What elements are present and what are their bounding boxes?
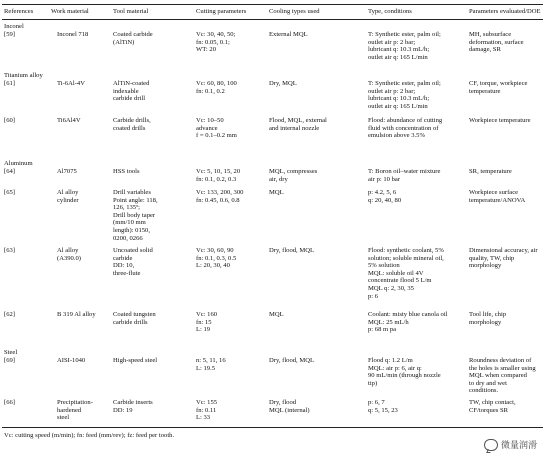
table-cell-type: q: 5, 15, 23 (368, 406, 398, 414)
table-cell-params: morphology (469, 262, 502, 270)
table-cell-tool: HSS tools (113, 168, 140, 175)
table-cell-tool: length): 0150, (113, 227, 150, 234)
table-cell-cut: Vc: 30, 40, 50; (196, 31, 236, 38)
table-cell-cut: f = 0.1–0.2 mm (196, 132, 237, 140)
table-cell-params: Roundness deviation of (469, 357, 532, 364)
table-cell-mat: Inconel 718 (57, 31, 89, 38)
table-cell-cool: MQL (269, 311, 284, 318)
table-cell-params: MH, subsurface (469, 31, 512, 38)
table-cell-tool: 0200, 0266 (113, 234, 143, 242)
table-cell-type: MQL: soluble oil 4V (368, 269, 424, 277)
column-header: Cutting parameters (196, 8, 247, 15)
table-cell-params: to dry and wet (469, 379, 507, 387)
table-cell-cut: Vc: 10–50 (196, 117, 224, 124)
table-cell-mat: AISI-1040 (57, 357, 86, 364)
table-cell-params: Dimensional accuracy, air (469, 247, 538, 254)
table-cell-type: T: Synthetic ester, palm oil; (368, 80, 441, 87)
table-cell-type: Flood: abundance of cutting (368, 117, 443, 124)
column-header: Cooling types used (269, 8, 320, 15)
table-cell-cool: Dry, MQL (269, 80, 297, 87)
table-cell-type: p: 6 (368, 292, 379, 300)
table-cell-cut: fn: 0.1, 0.3, 0.5 (196, 254, 237, 262)
table-cell-cut: fn: 0.11 (196, 406, 217, 414)
table-cell-params: Workpiece temperature (469, 117, 531, 124)
header-rule (2, 19, 543, 20)
table-cell-cut: fn: 15 (196, 318, 212, 326)
table-cell-cool: and internal nozzle (269, 124, 320, 132)
table-cell-type: emulsion above 3.5% (368, 132, 425, 140)
table-cell-cut: Vc: 155 (196, 399, 218, 406)
reference-cell: [66] (4, 399, 15, 406)
table-cell-tool: indexable (113, 87, 139, 95)
table-cell-cool: MQL, compresses (269, 168, 318, 175)
table-cell-mat: hardened (57, 406, 82, 414)
table-cell-mat: B 319 Al alloy (57, 311, 96, 318)
reference-cell: [64] (4, 168, 15, 175)
table-cell-mat: Precipitation- (57, 399, 93, 406)
table-cell-params: temperature/ANOVA (469, 196, 526, 204)
table-cell-type: p: 6, 7 (368, 399, 385, 406)
table-cell-type: outlet air q: 165 L/min (368, 53, 428, 61)
table-cell-cut: L: 19 (196, 326, 211, 334)
reference-cell: [69] (4, 357, 15, 364)
table-cell-tool: carbide drill (113, 95, 146, 103)
table-cell-cut: Vc: 5, 10, 15, 20 (196, 168, 241, 175)
group-heading: Titanium alloy (4, 72, 43, 79)
table-cell-tool: Uncoated solid (113, 247, 153, 254)
table-cell-cut: L: 33 (196, 414, 211, 422)
table-cell-mat: Al alloy (57, 189, 79, 196)
table-cell-tool: Drill variables (113, 189, 151, 196)
table-cell-mat: (A390.0) (57, 254, 81, 262)
table-cell-type: MQL: air p: 6, air q: (368, 364, 422, 372)
table-cell-cool: MQL (269, 189, 284, 196)
table-cell-params: SR, temperature (469, 168, 512, 175)
group-heading: Steel (4, 349, 18, 356)
reference-cell: [59] (4, 31, 15, 38)
table-cell-cut: Vc: 60, 80, 100 (196, 80, 237, 87)
table-cell-type: Flood q: 1.2 L/m (368, 357, 413, 364)
table-cell-params: quality, TW, chip (469, 254, 515, 262)
table-cell-params: CF, torque, workpiece (469, 80, 528, 87)
table-cell-mat: cylinder (57, 196, 79, 204)
table-cell-tool: Carbide drills, (113, 117, 151, 124)
table-footnote: Vc: cutting speed (m/min); fn: feed (mm/rev); fz: feed per tooth. (4, 432, 175, 439)
table-cell-params: deformation, surface (469, 38, 524, 46)
table-cell-tool: (AlTiN) (113, 38, 135, 46)
table-cell-mat: steel (57, 414, 70, 422)
table-cell-tool: carbide drills (113, 318, 148, 326)
watermark-text: 微量润滑 (500, 441, 537, 451)
table-cell-tool: Coated tungsten (113, 311, 156, 318)
table-cell-cool: Dry, flood, MQL (269, 357, 314, 364)
table-cell-tool: Drill body taper (113, 211, 156, 219)
table-cell-cut: n: 5, 11, 16 (196, 357, 226, 364)
table-cell-mat: Ti6Al4V (57, 117, 81, 124)
table-cell-mat: Al alloy (57, 247, 79, 254)
table-cell-type: outlet air q: 165 L/min (368, 102, 428, 110)
table-cell-type: 5% solution (368, 262, 400, 270)
table-cell-cut: fn: 0.05, 0.1; (196, 38, 230, 46)
table-cell-cut: Vc: 133, 200, 300 (196, 189, 244, 196)
table-cell-params: conditions. (469, 387, 499, 395)
table-cell-type: Coolant: misty blue canola oil (368, 311, 448, 318)
table-cell-tool: 126, 135º; (113, 204, 140, 212)
table-cell-type: air p: 10 bar (368, 175, 401, 183)
reference-cell: [61] (4, 80, 15, 87)
table-cell-tool: Coated carbide (113, 31, 153, 38)
group-heading: Aluminum (4, 160, 33, 167)
table-cell-tool: Point angle: 118, (113, 196, 158, 204)
table-cell-type: T: Boron oil–water mixture (368, 168, 441, 175)
table-cell-type: lubricant q: 10.3 mL/h; (368, 46, 430, 54)
table-cell-tool: AlTiN-coated (113, 80, 150, 87)
table-cell-cut: Vc: 30, 60, 90 (196, 247, 234, 254)
reference-cell: [60] (4, 117, 15, 124)
table-cell-cool: air, dry (269, 175, 288, 183)
table-cell-params: damage, SR (469, 46, 501, 54)
table-cell-tool: three-flute (113, 269, 141, 277)
column-header: Tool material (113, 8, 149, 15)
table-cell-cut: fn: 0.1, 0.2 (196, 87, 225, 95)
table-cell-params: MQL when compared (469, 372, 527, 380)
table-cell-type: outlet air p: 2 bar; (368, 87, 416, 95)
table-cell-type: p: 4.2, 5, 6 (368, 189, 397, 196)
table-cell-params: TW, chip contact, (469, 399, 516, 406)
table-cell-tool: coated drills (113, 124, 146, 132)
table-cell-mat: Al7075 (57, 168, 77, 175)
table-cell-mat: Ti-6Al-4V (57, 80, 85, 87)
table-cell-type: q: 20, 40, 80 (368, 196, 402, 204)
table-cell-cut: WT: 20 (196, 46, 216, 54)
table-cell-cut: advance (196, 124, 218, 132)
table-cell-params: morphology (469, 318, 502, 326)
table-cell-type: 90 mL/min (through nozzle (368, 372, 441, 380)
reference-cell: [65] (4, 189, 15, 196)
table-cell-cut: L: 19.5 (196, 364, 216, 372)
table-cell-type: tip) (368, 379, 378, 387)
reference-cell: [63] (4, 247, 15, 254)
table-cell-tool: carbide (113, 254, 133, 262)
column-header: References (4, 8, 34, 15)
table-cell-type: MQL: 25 mL/h (368, 318, 409, 326)
table-top-rule (2, 4, 543, 5)
column-header: Type, conditions (368, 8, 412, 15)
reference-cell: [62] (4, 311, 15, 318)
table-cell-cool: MQL (internal) (269, 406, 310, 414)
table-cell-tool: (mm/10 mm (113, 219, 146, 227)
table-cell-cool: External MQL (269, 31, 308, 38)
table-cell-params: Tool life, chip (469, 311, 507, 318)
table-cell-cut: Vc: 160 (196, 311, 218, 318)
table-cell-cool: Flood, MQL, external (269, 117, 327, 124)
table-cell-cool: Dry, flood (269, 399, 297, 406)
table-cell-type: fluid with concentration of (368, 124, 439, 132)
group-heading: Inconel (4, 23, 24, 30)
table-cell-type: p: 68 m pa (368, 326, 397, 334)
table-cell-type: Flood: synthetic coolant, 5% (368, 247, 444, 254)
table-cell-type: solution; soluble mineral oil, (368, 254, 444, 262)
table-cell-params: temperature (469, 87, 501, 95)
table-cell-params: Workpiece surface (469, 189, 519, 196)
table-cell-type: outlet air p: 2 bar; (368, 38, 416, 46)
column-header: Parameters evaluated/DOE (469, 8, 541, 15)
table-cell-type: lubricant q: 10.3 mL/h; (368, 95, 430, 103)
table-cell-cool: Dry, flood, MQL (269, 247, 314, 254)
table-cell-tool: Carbide inserts (113, 399, 153, 406)
watermark (484, 438, 537, 451)
wechat-bubble-icon (484, 439, 498, 451)
table-bottom-rule (2, 427, 543, 428)
table-cell-cut: L: 20, 30, 40 (196, 262, 230, 270)
table-cell-cut: fn: 0.45, 0.6, 0.8 (196, 196, 240, 204)
table-cell-params: the holes is smaller using (469, 364, 536, 372)
table-cell-type: MQL q: 2, 30, 35 (368, 285, 414, 292)
table-cell-tool: DD: 19 (113, 406, 133, 414)
table-cell-type: concentrate flood 5 L/m (368, 277, 432, 285)
table-cell-tool: High-speed steel (113, 357, 158, 364)
table-cell-type: T: Synthetic ester, palm oil; (368, 31, 441, 38)
column-header: Work material (51, 8, 89, 15)
table-cell-params: CF/torques SR (469, 406, 509, 414)
table-cell-tool: DD: 10, (113, 262, 135, 270)
table-cell-cut: fn: 0.1, 0.2, 0.3 (196, 175, 237, 183)
